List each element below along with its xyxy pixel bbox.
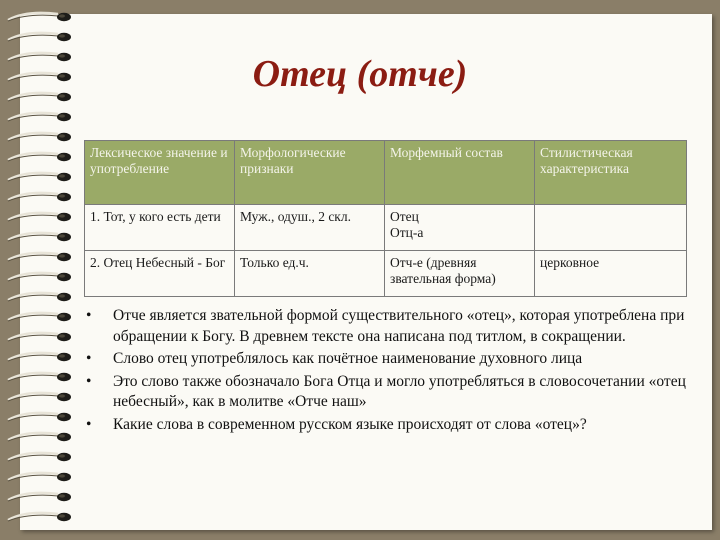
bullet-text: Это слово также обозначало Бога Отца и могло употребляться в словосочетании «отец небесный», как в молитве «Отче наш» [113,372,686,410]
binding-ring-icon [6,130,76,144]
bullet-text: Отче является звательной формой существительного «отец», которая употреблена при обращении к Богу. В древнем тексте она написана под титлом, в сокращении. [113,307,685,345]
binding-ring-icon [6,150,76,164]
table-cell: церковное [535,251,687,297]
table-cell: Отец Отц-а [385,205,535,251]
bullet-list [86,306,686,437]
table-cell: Муж., одуш., 2 скл. [235,205,385,251]
header-cell-lexical-meaning: Лексическое значение и употребление [85,141,235,205]
table-row [85,251,687,297]
bullet-text: Слово отец употреблялось как почётное наименование духовного лица [113,350,583,367]
table-cell: 2. Отец Небесный - Бог [85,251,235,297]
word-analysis-table [84,140,687,297]
binding-ring-icon [6,110,76,124]
binding-ring-icon [6,210,76,224]
binding-ring-icon [6,390,76,404]
binding-ring-icon [6,310,76,324]
slide-title: Отец (отче) [252,53,468,95]
binding-ring-icon [6,350,76,364]
table-cell [535,205,687,251]
binding-ring-icon [6,170,76,184]
bullet-item [86,349,686,370]
binding-ring-icon [6,470,76,484]
bullet-dot: • [86,372,92,390]
binding-ring-icon [6,250,76,264]
binding-ring-icon [6,330,76,344]
binding-ring-icon [6,370,76,384]
bullet-text: Какие слова в современном русском языке происходят от слова «отец»? [113,415,587,433]
binding-ring-icon [6,290,76,304]
bullet-item [86,306,686,347]
bullet-dot: • [86,350,92,367]
binding-ring-icon [6,10,76,24]
table-header-row [85,141,687,205]
binding-ring-icon [6,410,76,424]
binding-ring-icon [6,450,76,464]
binding-ring-icon [6,510,76,524]
header-cell-stylistic: Стилистическая характеристика [535,141,687,205]
binding-ring-icon [6,230,76,244]
binding-ring-icon [6,190,76,204]
binding-ring-icon [6,490,76,504]
table-row [85,205,687,251]
header-cell-morpheme-structure: Морфемный состав [385,141,535,205]
bullet-dot: • [86,307,92,324]
bullet-item [86,415,686,436]
table-cell: Только ед.ч. [235,251,385,297]
bullet-item [86,372,686,413]
header-cell-morphology: Морфологические признаки [235,141,385,205]
table-cell: 1. Тот, у кого есть дети [85,205,235,251]
bullet-dot: • [86,415,92,433]
binding-ring-icon [6,270,76,284]
binding-ring-icon [6,430,76,444]
table-cell: Отч-е (древняя звательная форма) [385,251,535,297]
binding-ring-icon [6,30,76,44]
